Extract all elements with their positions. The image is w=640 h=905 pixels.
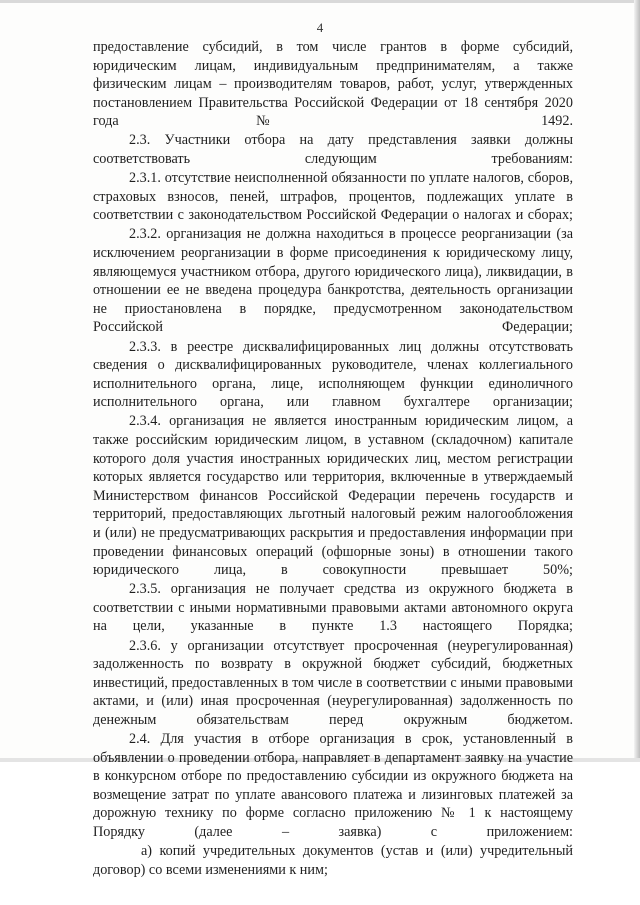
paragraph-2-3-4: 2.3.4. организация не является иностранным юридическим лицом, а также российским юридическим лицом, в уставном (складочном) капитале которого доля участия иностранных юридических лиц, местом регистрации которых является государство или территория, включенные в утверждаемый Министерством финансов Российской Федерации перечень государств и территорий, предоставляющих льготный налоговый режим налогообложения и (или) не предусматривающих раскрытия и предоставления информации при проведении финансовых операций (офшорные зоны) в отношении такого юридического лица, в совокупности превышает 50%;	[93, 413, 573, 579]
paragraph-2-3-3: 2.3.3. в реестре дисквалифицированных лиц должны отсутствовать сведения о дисквалифицированных руководителе, членах коллегиального исполнительного органа, лице, исполняющем функции единоличного исполнительного органа, или главном бухгалтере организации;	[93, 338, 573, 411]
paragraph-2-3: 2.3. Участники отбора на дату представления заявки должны соответствовать следующим требованиям:	[93, 132, 573, 168]
paragraph-2-3-1: 2.3.1. отсутствие неисполненной обязанности по уплате налогов, сборов, страховых взносов, пеней, штрафов, процентов, подлежащих уплате в соответствии с законодательством Российской Федерации о налогах и сборах;	[93, 170, 573, 224]
paragraph-continuation: предоставление субсидий, в том числе грантов в форме субсидий, юридическим лицам, индивидуальным предпринимателям, а также физическим лицам – производителям товаров, работ, услуг, утвержденных постановлением Правительства Российской Федерации от 18 сентября 2020 года № 1492.	[93, 39, 573, 130]
paragraph-2-4: 2.4. Для участия в отборе организация в срок, установленный в объявлении о проведении отбора, направляет в департамент заявку на участие в конкурсном отборе по предоставлению субсидии из окружного бюджета на возмещение затрат по уплате авансового платежа и лизинговых платежей за дорожную технику по форме согласно приложению № 1 к настоящему Порядку (далее – заявка) с приложением:	[93, 730, 573, 840]
page-top-edge	[0, 0, 640, 3]
page-number: 4	[316, 20, 324, 35]
paragraph-2-3-6: 2.3.6. у организации отсутствует просроченная (неурегулированная) задолженность по возврату в окружной бюджет субсидий, бюджетных инвестиций, предоставленных в том числе в соответствии с иными правовыми актами, и (или) иная просроченная (неурегулированная) задолженность по денежным обязательствам перед окружным бюджетом.	[93, 637, 573, 728]
paragraph-2-3-5: 2.3.5. организация не получает средства из окружного бюджета в соответствии с иными нормативными правовыми актами автономного округа на цели, указанные в пункте 1.3 настоящего Порядка;	[93, 581, 573, 635]
list-item-a: а) копий учредительных документов (устав и (или) учредительный договор) со всеми изменениями к ним;	[93, 843, 573, 878]
page-right-edge-shadow	[634, 0, 640, 762]
paragraph-2-3-2: 2.3.2. организация не должна находиться в процессе реорганизации (за исключением реорганизации в форме присоединения к юридическому лицу, являющемуся участником отбора, другого юридического лица), ликвидации, в отношении ее не введена процедура банкротства, деятельность организации не приостановлена в порядке, предусмотренном законодательством Российской Федерации;	[93, 226, 573, 336]
document-body	[93, 38, 573, 879]
